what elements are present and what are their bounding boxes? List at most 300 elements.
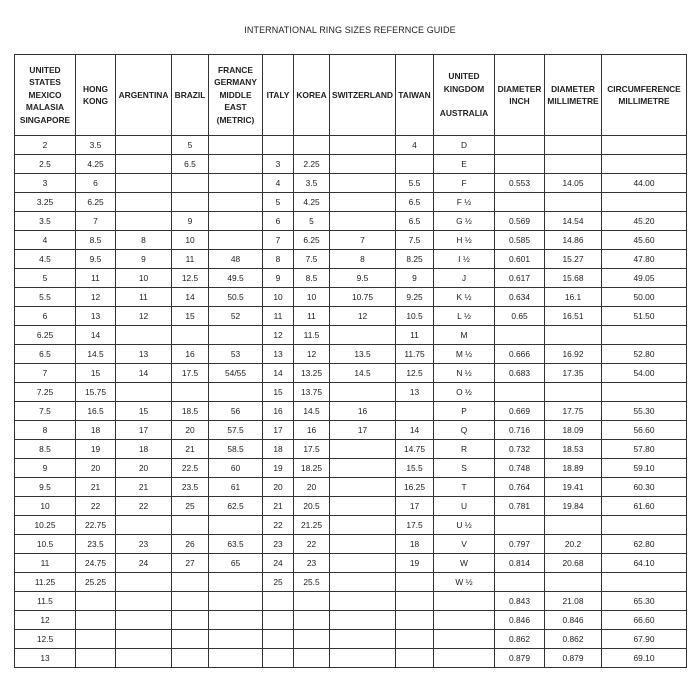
cell-it [263, 649, 294, 668]
cell-din: 0.553 [495, 174, 545, 193]
cell-ar: 20 [116, 459, 172, 478]
cell-it: 21 [263, 497, 294, 516]
cell-dmm [545, 155, 602, 174]
cell-hk: 6 [76, 174, 116, 193]
cell-tw [396, 592, 434, 611]
cell-dmm [545, 193, 602, 212]
column-header-circ [602, 55, 687, 136]
cell-kr: 2.25 [294, 155, 330, 174]
cell-ch [330, 611, 396, 630]
column-header-kr [294, 55, 330, 136]
cell-dmm [545, 326, 602, 345]
cell-ch [330, 193, 396, 212]
cell-circ: 45.60 [602, 231, 687, 250]
cell-uk: W ½ [434, 573, 495, 592]
cell-it: 18 [263, 440, 294, 459]
cell-dmm: 17.75 [545, 402, 602, 421]
cell-uk: M [434, 326, 495, 345]
cell-circ: 59.10 [602, 459, 687, 478]
cell-br [172, 630, 209, 649]
cell-circ: 56.60 [602, 421, 687, 440]
column-header-ar [116, 55, 172, 136]
cell-hk: 22.75 [76, 516, 116, 535]
cell-kr: 13.25 [294, 364, 330, 383]
cell-us: 5.5 [15, 288, 76, 307]
cell-tw [396, 649, 434, 668]
cell-us: 12.5 [15, 630, 76, 649]
cell-din: 0.764 [495, 478, 545, 497]
column-header-din [495, 55, 545, 136]
cell-ar: 21 [116, 478, 172, 497]
cell-it [263, 136, 294, 155]
cell-us: 7.25 [15, 383, 76, 402]
cell-it: 6 [263, 212, 294, 231]
cell-br [172, 592, 209, 611]
cell-circ: 65.30 [602, 592, 687, 611]
column-header-line: INCH [509, 96, 530, 106]
cell-uk: V [434, 535, 495, 554]
cell-it: 24 [263, 554, 294, 573]
cell-br [172, 573, 209, 592]
cell-br [172, 174, 209, 193]
cell-br: 18.5 [172, 402, 209, 421]
cell-fr [209, 611, 263, 630]
ring-size-table [14, 54, 687, 668]
cell-kr: 4.25 [294, 193, 330, 212]
cell-hk [76, 649, 116, 668]
column-header-us [15, 55, 76, 136]
cell-din: 0.617 [495, 269, 545, 288]
cell-ch [330, 649, 396, 668]
cell-fr: 49.5 [209, 269, 263, 288]
cell-br: 26 [172, 535, 209, 554]
cell-br [172, 516, 209, 535]
cell-ar [116, 193, 172, 212]
cell-br: 11 [172, 250, 209, 269]
cell-us: 12 [15, 611, 76, 630]
cell-kr: 18.25 [294, 459, 330, 478]
cell-us: 6.25 [15, 326, 76, 345]
cell-us: 7.5 [15, 402, 76, 421]
cell-br: 22.5 [172, 459, 209, 478]
table-row [15, 630, 687, 649]
cell-kr: 11.5 [294, 326, 330, 345]
cell-din: 0.634 [495, 288, 545, 307]
table-row [15, 402, 687, 421]
cell-br [172, 649, 209, 668]
cell-tw: 10.5 [396, 307, 434, 326]
table-row [15, 307, 687, 326]
cell-br: 21 [172, 440, 209, 459]
cell-din [495, 326, 545, 345]
cell-ar [116, 174, 172, 193]
column-header-line: KINGDOM [443, 83, 485, 94]
cell-din [495, 155, 545, 174]
cell-kr: 20.5 [294, 497, 330, 516]
cell-tw: 16.25 [396, 478, 434, 497]
cell-dmm: 14.86 [545, 231, 602, 250]
cell-ar: 18 [116, 440, 172, 459]
cell-din: 0.843 [495, 592, 545, 611]
table-row [15, 383, 687, 402]
cell-it [263, 630, 294, 649]
cell-br: 14 [172, 288, 209, 307]
cell-dmm: 19.41 [545, 478, 602, 497]
cell-dmm: 15.68 [545, 269, 602, 288]
cell-hk [76, 630, 116, 649]
cell-it: 20 [263, 478, 294, 497]
cell-uk [434, 649, 495, 668]
cell-hk: 22 [76, 497, 116, 516]
cell-ar: 24 [116, 554, 172, 573]
cell-uk: I ½ [434, 250, 495, 269]
cell-din: 0.846 [495, 611, 545, 630]
cell-tw: 5.5 [396, 174, 434, 193]
column-header-line: ARGENTINA [118, 89, 169, 100]
cell-it: 4 [263, 174, 294, 193]
cell-dmm: 14.54 [545, 212, 602, 231]
cell-uk: Q [434, 421, 495, 440]
cell-ch [330, 326, 396, 345]
column-header-line: MILLIMETRE [618, 96, 670, 106]
table-row [15, 136, 687, 155]
cell-fr: 50.5 [209, 288, 263, 307]
cell-ch: 13.5 [330, 345, 396, 364]
cell-ar [116, 326, 172, 345]
cell-fr [209, 193, 263, 212]
cell-uk: J [434, 269, 495, 288]
cell-ch: 14.5 [330, 364, 396, 383]
column-header-line: KOREA [296, 89, 327, 100]
cell-hk: 15.75 [76, 383, 116, 402]
table-row [15, 155, 687, 174]
column-header-line: GERMANY [214, 77, 257, 88]
cell-dmm: 16.51 [545, 307, 602, 326]
cell-ch [330, 459, 396, 478]
cell-hk: 16.5 [76, 402, 116, 421]
table-row [15, 440, 687, 459]
cell-hk: 23.5 [76, 535, 116, 554]
cell-circ [602, 155, 687, 174]
cell-us: 4.5 [15, 250, 76, 269]
cell-tw: 6.5 [396, 193, 434, 212]
cell-br: 27 [172, 554, 209, 573]
cell-tw [396, 573, 434, 592]
cell-br: 20 [172, 421, 209, 440]
cell-fr: 56 [209, 402, 263, 421]
cell-uk [434, 592, 495, 611]
cell-ar [116, 630, 172, 649]
cell-ar: 23 [116, 535, 172, 554]
cell-uk: M ½ [434, 345, 495, 364]
cell-uk: D [434, 136, 495, 155]
cell-hk [76, 592, 116, 611]
cell-tw: 9 [396, 269, 434, 288]
cell-ch [330, 516, 396, 535]
cell-circ: 51.50 [602, 307, 687, 326]
cell-it: 3 [263, 155, 294, 174]
cell-kr [294, 649, 330, 668]
cell-fr: 65 [209, 554, 263, 573]
cell-uk: O ½ [434, 383, 495, 402]
cell-br: 23.5 [172, 478, 209, 497]
cell-dmm [545, 136, 602, 155]
cell-din: 0.65 [495, 307, 545, 326]
cell-us: 6 [15, 307, 76, 326]
table-row [15, 554, 687, 573]
cell-kr: 13.75 [294, 383, 330, 402]
cell-ch: 10.75 [330, 288, 396, 307]
cell-ar: 10 [116, 269, 172, 288]
cell-din [495, 516, 545, 535]
cell-us: 8 [15, 421, 76, 440]
column-header-line: SWITZERLAND [332, 89, 393, 100]
cell-circ: 67.90 [602, 630, 687, 649]
cell-hk: 11 [76, 269, 116, 288]
cell-tw: 17.5 [396, 516, 434, 535]
cell-ar: 17 [116, 421, 172, 440]
cell-fr: 62.5 [209, 497, 263, 516]
cell-ch [330, 174, 396, 193]
column-header-line: (METRIC) [216, 114, 255, 125]
cell-dmm [545, 573, 602, 592]
cell-fr [209, 231, 263, 250]
cell-fr: 60 [209, 459, 263, 478]
cell-dmm [545, 383, 602, 402]
cell-us: 9.5 [15, 478, 76, 497]
cell-us: 11.5 [15, 592, 76, 611]
cell-ar: 14 [116, 364, 172, 383]
cell-kr [294, 136, 330, 155]
cell-ch: 17 [330, 421, 396, 440]
cell-fr: 63.5 [209, 535, 263, 554]
cell-ch [330, 592, 396, 611]
table-row [15, 478, 687, 497]
column-header-line: SINGAPORE [19, 114, 71, 125]
table-row [15, 573, 687, 592]
cell-ar [116, 516, 172, 535]
cell-it: 11 [263, 307, 294, 326]
cell-fr [209, 326, 263, 345]
cell-ch [330, 497, 396, 516]
cell-hk: 21 [76, 478, 116, 497]
cell-us: 3.25 [15, 193, 76, 212]
cell-fr: 52 [209, 307, 263, 326]
cell-circ: 50.00 [602, 288, 687, 307]
header-spacer [434, 95, 494, 107]
table-row [15, 611, 687, 630]
cell-ar [116, 212, 172, 231]
cell-us: 13 [15, 649, 76, 668]
cell-it: 16 [263, 402, 294, 421]
cell-hk: 12 [76, 288, 116, 307]
cell-hk: 9.5 [76, 250, 116, 269]
cell-ch [330, 440, 396, 459]
page-title: INTERNATIONAL RING SIZES REFERNCE GUIDE [244, 25, 456, 35]
cell-din: 0.585 [495, 231, 545, 250]
column-header-line: DIAMETER [497, 83, 542, 94]
cell-circ: 57.80 [602, 440, 687, 459]
cell-circ: 61.60 [602, 497, 687, 516]
cell-br [172, 383, 209, 402]
cell-ch [330, 554, 396, 573]
cell-circ: 62.80 [602, 535, 687, 554]
cell-din: 0.814 [495, 554, 545, 573]
table-row [15, 288, 687, 307]
cell-fr [209, 592, 263, 611]
cell-circ [602, 383, 687, 402]
cell-ch [330, 478, 396, 497]
cell-tw: 9.25 [396, 288, 434, 307]
cell-us: 6.5 [15, 345, 76, 364]
cell-ch: 7 [330, 231, 396, 250]
cell-br: 16 [172, 345, 209, 364]
cell-dmm: 18.09 [545, 421, 602, 440]
table-row [15, 326, 687, 345]
cell-circ [602, 573, 687, 592]
cell-us: 10.5 [15, 535, 76, 554]
column-header-line: UNITED [29, 64, 61, 75]
cell-ch [330, 573, 396, 592]
cell-ch [330, 155, 396, 174]
cell-din: 0.716 [495, 421, 545, 440]
cell-hk: 6.25 [76, 193, 116, 212]
cell-br: 9 [172, 212, 209, 231]
cell-dmm: 16.92 [545, 345, 602, 364]
cell-uk: P [434, 402, 495, 421]
cell-dmm: 19.84 [545, 497, 602, 516]
cell-dmm: 17.35 [545, 364, 602, 383]
cell-fr [209, 516, 263, 535]
cell-it: 12 [263, 326, 294, 345]
cell-ch [330, 383, 396, 402]
cell-uk: N ½ [434, 364, 495, 383]
cell-hk: 15 [76, 364, 116, 383]
column-header-line: FRANCE [218, 64, 253, 75]
cell-tw: 7.5 [396, 231, 434, 250]
cell-fr [209, 136, 263, 155]
cell-br: 17.5 [172, 364, 209, 383]
cell-fr [209, 630, 263, 649]
column-header-line: ITALY [266, 89, 290, 100]
cell-ar: 13 [116, 345, 172, 364]
table-row [15, 459, 687, 478]
column-header-line: MEXICO [28, 89, 62, 100]
cell-br [172, 193, 209, 212]
cell-uk [434, 630, 495, 649]
cell-kr [294, 592, 330, 611]
cell-ar: 8 [116, 231, 172, 250]
cell-kr: 5 [294, 212, 330, 231]
cell-us: 10 [15, 497, 76, 516]
cell-circ [602, 193, 687, 212]
table-row [15, 269, 687, 288]
cell-ch [330, 136, 396, 155]
cell-fr [209, 383, 263, 402]
cell-us: 5 [15, 269, 76, 288]
cell-hk: 14 [76, 326, 116, 345]
table-row [15, 193, 687, 212]
cell-us: 3.5 [15, 212, 76, 231]
cell-uk [434, 611, 495, 630]
column-header-uk [434, 55, 495, 136]
cell-ch: 16 [330, 402, 396, 421]
cell-uk: R [434, 440, 495, 459]
column-header-dmm [545, 55, 602, 136]
cell-tw: 14.75 [396, 440, 434, 459]
cell-dmm [545, 516, 602, 535]
cell-circ: 69.10 [602, 649, 687, 668]
cell-ar: 22 [116, 497, 172, 516]
cell-it: 25 [263, 573, 294, 592]
cell-hk [76, 611, 116, 630]
cell-ar: 11 [116, 288, 172, 307]
cell-ar [116, 649, 172, 668]
cell-uk: W [434, 554, 495, 573]
cell-uk: E [434, 155, 495, 174]
cell-kr: 23 [294, 554, 330, 573]
cell-ar [116, 611, 172, 630]
cell-hk: 4.25 [76, 155, 116, 174]
cell-kr: 25.5 [294, 573, 330, 592]
cell-tw: 12.5 [396, 364, 434, 383]
cell-br: 5 [172, 136, 209, 155]
cell-ch: 8 [330, 250, 396, 269]
cell-ar [116, 383, 172, 402]
cell-din [495, 136, 545, 155]
cell-tw: 6.5 [396, 212, 434, 231]
cell-din: 0.601 [495, 250, 545, 269]
table-row [15, 421, 687, 440]
column-header-line: HONG [82, 83, 109, 94]
cell-it: 10 [263, 288, 294, 307]
cell-kr [294, 630, 330, 649]
cell-dmm: 0.862 [545, 630, 602, 649]
cell-hk: 19 [76, 440, 116, 459]
cell-kr: 7.5 [294, 250, 330, 269]
column-header-fr [209, 55, 263, 136]
cell-circ: 60.30 [602, 478, 687, 497]
cell-din: 0.683 [495, 364, 545, 383]
cell-dmm: 0.879 [545, 649, 602, 668]
cell-us: 4 [15, 231, 76, 250]
cell-ar [116, 155, 172, 174]
cell-ch: 12 [330, 307, 396, 326]
cell-circ [602, 326, 687, 345]
cell-kr: 21.25 [294, 516, 330, 535]
cell-tw: 17 [396, 497, 434, 516]
cell-fr [209, 212, 263, 231]
cell-kr: 20 [294, 478, 330, 497]
cell-br: 10 [172, 231, 209, 250]
cell-din: 0.748 [495, 459, 545, 478]
cell-ar [116, 592, 172, 611]
cell-us: 7 [15, 364, 76, 383]
cell-br: 25 [172, 497, 209, 516]
cell-circ [602, 516, 687, 535]
column-header-line: DIAMETER [551, 83, 595, 94]
cell-kr: 22 [294, 535, 330, 554]
cell-din: 0.781 [495, 497, 545, 516]
cell-uk: H ½ [434, 231, 495, 250]
cell-fr: 57.5 [209, 421, 263, 440]
cell-uk: F [434, 174, 495, 193]
cell-hk: 8.5 [76, 231, 116, 250]
cell-us: 11 [15, 554, 76, 573]
cell-hk: 14.5 [76, 345, 116, 364]
cell-us: 11.25 [15, 573, 76, 592]
cell-din [495, 383, 545, 402]
